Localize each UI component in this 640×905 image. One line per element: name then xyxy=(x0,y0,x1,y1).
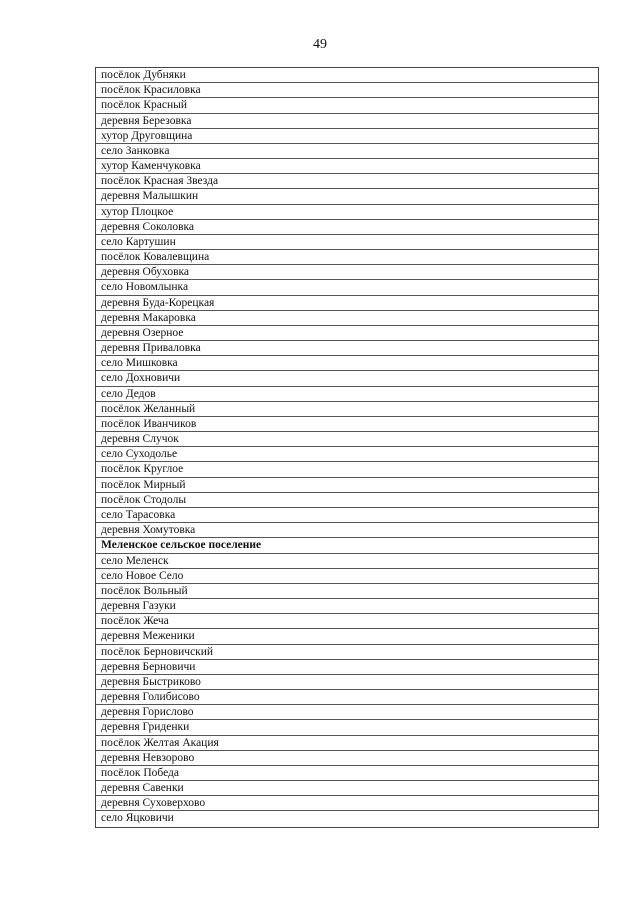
table-row: посёлок Желанный xyxy=(96,402,598,417)
table-row: деревня Гриденки xyxy=(96,720,598,735)
table-row: хутор Каменчуковка xyxy=(96,159,598,174)
table-row: деревня Горислово xyxy=(96,705,598,720)
table-row: село Тарасовка xyxy=(96,508,598,523)
table-row: село Суходолье xyxy=(96,447,598,462)
table-row: посёлок Вольный xyxy=(96,584,598,599)
table-row: село Новомлынка xyxy=(96,280,598,295)
table-row: деревня Макаровка xyxy=(96,311,598,326)
table-row: село Мишковка xyxy=(96,356,598,371)
table-row: посёлок Победа xyxy=(96,766,598,781)
table-row: село Дохновичи xyxy=(96,371,598,386)
table-row: деревня Случок xyxy=(96,432,598,447)
table-row: хутор Друговщина xyxy=(96,129,598,144)
table-row: деревня Приваловка xyxy=(96,341,598,356)
table-row: посёлок Желтая Акация xyxy=(96,736,598,751)
table-row: посёлок Ковалевщина xyxy=(96,250,598,265)
table-row: село Меленск xyxy=(96,554,598,569)
table-row: село Яцковичи xyxy=(101,812,174,825)
table-row: деревня Меженики xyxy=(96,629,598,644)
table-row: посёлок Мирный xyxy=(96,478,598,493)
table-row: посёлок Дубняки xyxy=(96,68,598,83)
settlements-table xyxy=(95,67,599,828)
table-row: посёлок Иванчиков xyxy=(96,417,598,432)
table-row: деревня Савенки xyxy=(96,781,598,796)
table-row: посёлок Красная Звезда xyxy=(96,174,598,189)
section-heading-row: Меленское сельское поселение xyxy=(96,538,598,553)
table-row: посёлок Красный xyxy=(96,98,598,113)
table-row: деревня Хомутовка xyxy=(96,523,598,538)
table-row: деревня Озерное xyxy=(96,326,598,341)
table-row: деревня Малышкин xyxy=(96,189,598,204)
table-row: деревня Березовка xyxy=(96,114,598,129)
table-row: село Картушин xyxy=(96,235,598,250)
table-row: деревня Обуховка xyxy=(96,265,598,280)
table-row: село Новое Село xyxy=(96,569,598,584)
table-row: деревня Голибисово xyxy=(96,690,598,705)
table-row: посёлок Красиловка xyxy=(96,83,598,98)
table-row: посёлок Жеча xyxy=(96,614,598,629)
table-row: деревня Быстриково xyxy=(96,675,598,690)
table-row: деревня Газуки xyxy=(96,599,598,614)
table-row: посёлок Стодолы xyxy=(96,493,598,508)
table-row: деревня Суховерхово xyxy=(96,796,598,811)
table-row: посёлок Берновичский xyxy=(96,645,598,660)
table-row: деревня Соколовка xyxy=(96,220,598,235)
table-row: деревня Невзорово xyxy=(96,751,598,766)
table-row: деревня Буда-Корецкая xyxy=(96,296,598,311)
table-row: село Дедов xyxy=(96,387,598,402)
table-row: хутор Плоцкое xyxy=(96,205,598,220)
table-row: посёлок Круглое xyxy=(96,462,598,477)
table-row: село Занковка xyxy=(96,144,598,159)
page-number: 49 xyxy=(313,37,327,52)
table-row: деревня Берновичи xyxy=(96,660,598,675)
